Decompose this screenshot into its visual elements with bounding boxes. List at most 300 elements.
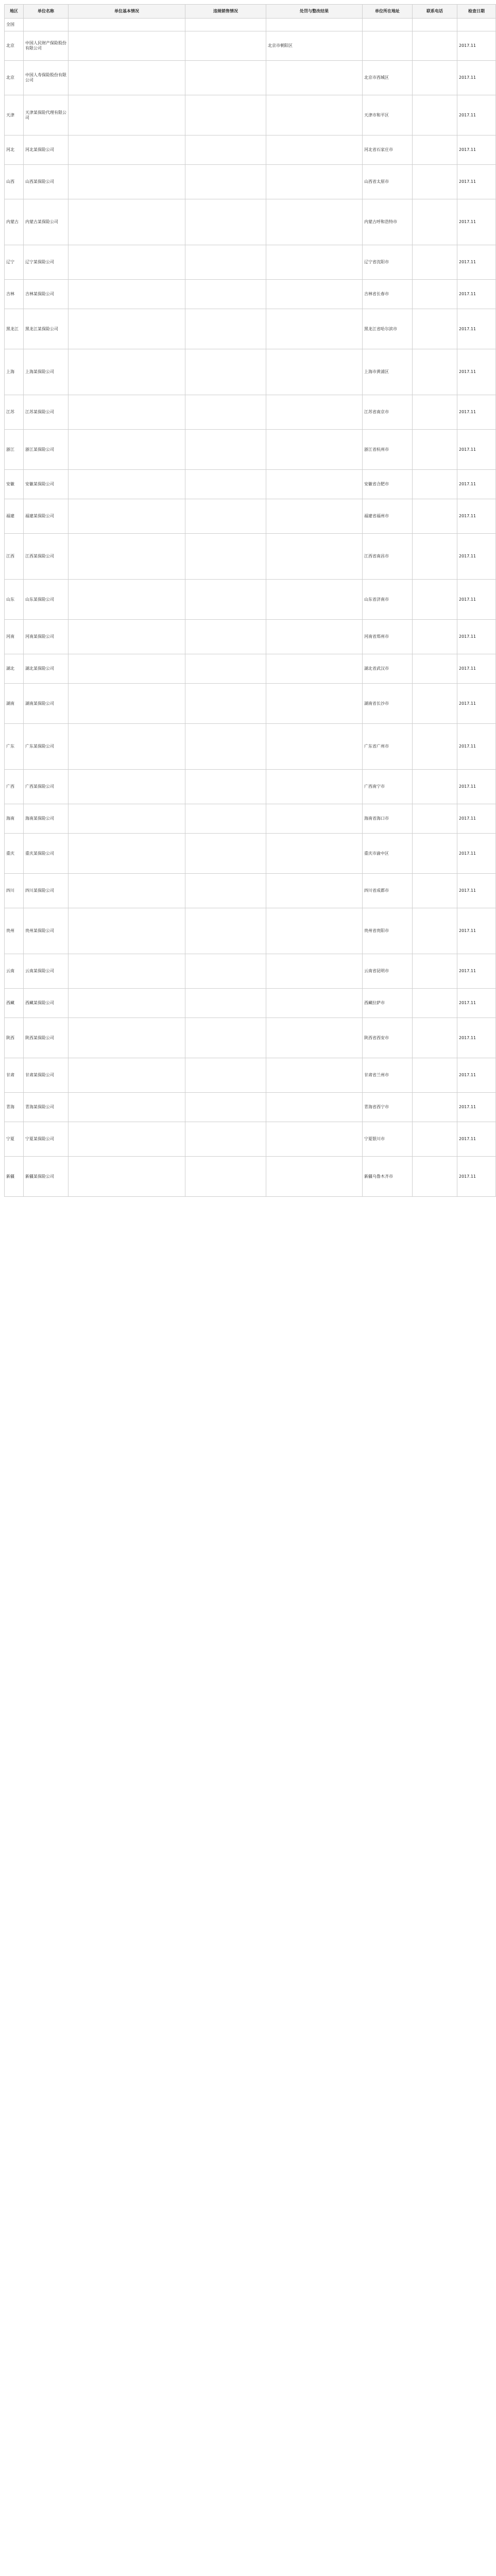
column-header: 联系电话 [413, 5, 457, 19]
table-cell [69, 95, 185, 135]
table-cell [413, 31, 457, 61]
table-cell [185, 31, 266, 61]
table-cell [69, 245, 185, 280]
table-cell: 西藏某保险公司 [24, 989, 69, 1018]
table-cell [266, 135, 363, 165]
table-cell [185, 770, 266, 804]
table-cell [266, 580, 363, 620]
table-cell [69, 61, 185, 95]
table-row [5, 1093, 496, 1122]
table-cell: 2017.11 [457, 349, 496, 395]
table-cell [69, 770, 185, 804]
table-cell [69, 1122, 185, 1157]
table-cell [185, 165, 266, 199]
table-cell: 广东某保险公司 [24, 724, 69, 770]
table-cell: 广西 [5, 770, 24, 804]
table-cell: 天津市和平区 [363, 95, 413, 135]
table-cell: 吉林省长春市 [363, 280, 413, 309]
table-row [5, 1157, 496, 1197]
table-cell [185, 199, 266, 245]
table-cell [185, 309, 266, 349]
table-body [5, 19, 496, 1197]
table-cell: 贵州某保险公司 [24, 908, 69, 954]
table-cell [413, 989, 457, 1018]
table-cell: 2017.11 [457, 61, 496, 95]
table-cell: 2017.11 [457, 309, 496, 349]
table-cell: 陕西省西安市 [363, 1018, 413, 1058]
table-cell: 2017.11 [457, 1018, 496, 1058]
table-cell: 山东某保险公司 [24, 580, 69, 620]
table-row [5, 395, 496, 430]
table-cell: 2017.11 [457, 199, 496, 245]
table-cell [413, 280, 457, 309]
table-cell [185, 395, 266, 430]
table-cell [266, 165, 363, 199]
table-cell: 重庆某保险公司 [24, 834, 69, 874]
table-cell: 河北某保险公司 [24, 135, 69, 165]
table-cell: 四川省成都市 [363, 874, 413, 908]
table-cell [185, 534, 266, 580]
table-cell: 上海 [5, 349, 24, 395]
table-cell [69, 804, 185, 834]
table-row [5, 989, 496, 1018]
table-row [5, 620, 496, 654]
table-cell [413, 395, 457, 430]
table-row [5, 724, 496, 770]
table-cell [266, 430, 363, 470]
table-cell: 2017.11 [457, 580, 496, 620]
table-cell: 2017.11 [457, 280, 496, 309]
table-cell [413, 1157, 457, 1197]
table-cell [413, 1058, 457, 1093]
table-row [5, 834, 496, 874]
table-cell [69, 684, 185, 724]
table-row [5, 165, 496, 199]
table-cell [266, 199, 363, 245]
table-cell: 吉林某保险公司 [24, 280, 69, 309]
table-cell: 辽宁某保险公司 [24, 245, 69, 280]
table-cell [413, 534, 457, 580]
table-cell: 湖北省武汉市 [363, 654, 413, 684]
table-cell: 海南 [5, 804, 24, 834]
table-row [5, 1122, 496, 1157]
table-cell [69, 954, 185, 989]
table-cell: 2017.11 [457, 470, 496, 499]
table-cell: 2017.11 [457, 1058, 496, 1093]
table-cell [266, 1058, 363, 1093]
table-cell: 内蒙古呼和浩特市 [363, 199, 413, 245]
table-row [5, 499, 496, 534]
table-cell: 新疆乌鲁木齐市 [363, 1157, 413, 1197]
table-row [5, 954, 496, 989]
table-cell: 山西 [5, 165, 24, 199]
table-cell [185, 874, 266, 908]
table-cell [266, 349, 363, 395]
table-cell: 江西某保险公司 [24, 534, 69, 580]
table-row [5, 908, 496, 954]
table-cell: 2017.11 [457, 874, 496, 908]
table-row [5, 470, 496, 499]
table-cell: 河南某保险公司 [24, 620, 69, 654]
table-cell: 青海省西宁市 [363, 1093, 413, 1122]
table-cell: 安徽省合肥市 [363, 470, 413, 499]
column-header: 地区 [5, 5, 24, 19]
table-cell: 山东省济南市 [363, 580, 413, 620]
table-cell: 2017.11 [457, 95, 496, 135]
table-row [5, 349, 496, 395]
column-header: 处罚与整改结果 [266, 5, 363, 19]
table-cell [413, 349, 457, 395]
table-cell: 2017.11 [457, 654, 496, 684]
table-cell: 天津 [5, 95, 24, 135]
table-cell [185, 349, 266, 395]
table-cell [69, 31, 185, 61]
column-header: 单位名称 [24, 5, 69, 19]
table-cell [266, 19, 363, 31]
table-cell: 福建省福州市 [363, 499, 413, 534]
table-cell [266, 95, 363, 135]
table-cell [69, 834, 185, 874]
table-cell [413, 1122, 457, 1157]
table-cell [185, 1058, 266, 1093]
table-cell: 广西南宁市 [363, 770, 413, 804]
table-cell: 上海某保险公司 [24, 349, 69, 395]
table-cell: 辽宁省沈阳市 [363, 245, 413, 280]
table-cell [413, 804, 457, 834]
table-cell: 甘肃某保险公司 [24, 1058, 69, 1093]
table-cell [185, 580, 266, 620]
table-cell: 2017.11 [457, 31, 496, 61]
table-cell [413, 499, 457, 534]
table-cell: 山西某保险公司 [24, 165, 69, 199]
table-cell: 甘肃省兰州市 [363, 1058, 413, 1093]
table-cell: 甘肃 [5, 1058, 24, 1093]
column-header: 单位所在地址 [363, 5, 413, 19]
table-cell [185, 95, 266, 135]
table-cell: 北京 [5, 61, 24, 95]
table-cell: 2017.11 [457, 620, 496, 654]
table-row [5, 61, 496, 95]
table-cell: 河南省郑州市 [363, 620, 413, 654]
table-row [5, 309, 496, 349]
table-cell [413, 61, 457, 95]
table-cell [69, 199, 185, 245]
table-cell: 江西省南昌市 [363, 534, 413, 580]
table-cell [413, 199, 457, 245]
table-cell: 浙江某保险公司 [24, 430, 69, 470]
table-row [5, 1058, 496, 1093]
table-cell [266, 684, 363, 724]
table-cell: 北京 [5, 31, 24, 61]
table-cell: 上海市黄浦区 [363, 349, 413, 395]
table-cell [266, 989, 363, 1018]
table-row [5, 684, 496, 724]
table-cell: 广西某保险公司 [24, 770, 69, 804]
table-cell: 陕西某保险公司 [24, 1018, 69, 1058]
table-cell: 2017.11 [457, 1157, 496, 1197]
table-cell [266, 1157, 363, 1197]
table-cell [69, 470, 185, 499]
table-cell [69, 724, 185, 770]
table-cell [185, 620, 266, 654]
table-row [5, 534, 496, 580]
table-cell [69, 580, 185, 620]
table-cell: 黑龙江某保险公司 [24, 309, 69, 349]
table-cell: 浙江 [5, 430, 24, 470]
table-cell [266, 395, 363, 430]
table-cell [185, 804, 266, 834]
table-cell [69, 1157, 185, 1197]
table-cell [413, 954, 457, 989]
table-cell [413, 430, 457, 470]
table-cell: 内蒙古某保险公司 [24, 199, 69, 245]
table-cell [266, 908, 363, 954]
table-cell: 云南省昆明市 [363, 954, 413, 989]
table-cell: 江苏 [5, 395, 24, 430]
table-cell: 2017.11 [457, 770, 496, 804]
table-cell: 湖北 [5, 654, 24, 684]
table-cell: 河北 [5, 135, 24, 165]
table-cell [185, 989, 266, 1018]
table-cell [185, 724, 266, 770]
table-cell [69, 165, 185, 199]
table-cell [266, 1018, 363, 1058]
table-row [5, 19, 496, 31]
table-cell: 湖南省长沙市 [363, 684, 413, 724]
table-cell [69, 19, 185, 31]
table-cell: 江苏某保险公司 [24, 395, 69, 430]
table-cell [185, 834, 266, 874]
table-cell [266, 245, 363, 280]
table-cell [266, 954, 363, 989]
table-cell [363, 19, 413, 31]
table-cell [185, 954, 266, 989]
table-cell: 河南 [5, 620, 24, 654]
table-cell: 中国人寿保险股份有限公司 [24, 61, 69, 95]
notice-table [4, 4, 496, 1197]
table-cell [24, 19, 69, 31]
table-cell [266, 874, 363, 908]
table-cell [413, 470, 457, 499]
table-cell: 四川 [5, 874, 24, 908]
table-cell [185, 684, 266, 724]
column-header: 违规销售情况 [185, 5, 266, 19]
table-cell: 2017.11 [457, 245, 496, 280]
table-cell [413, 19, 457, 31]
table-cell [413, 245, 457, 280]
table-cell: 辽宁 [5, 245, 24, 280]
table-cell: 2017.11 [457, 430, 496, 470]
table-cell [413, 684, 457, 724]
table-cell [413, 135, 457, 165]
table-cell [363, 31, 413, 61]
table-cell: 2017.11 [457, 165, 496, 199]
table-cell: 海南省海口市 [363, 804, 413, 834]
table-cell [266, 61, 363, 95]
table-cell: 湖南 [5, 684, 24, 724]
table-cell [69, 620, 185, 654]
table-row [5, 95, 496, 135]
table-cell: 新疆某保险公司 [24, 1157, 69, 1197]
table-cell: 2017.11 [457, 395, 496, 430]
table-cell [413, 1018, 457, 1058]
table-cell [69, 1093, 185, 1122]
table-cell [266, 499, 363, 534]
table-row [5, 135, 496, 165]
table-cell [413, 95, 457, 135]
table-cell [413, 165, 457, 199]
table-cell: 内蒙古 [5, 199, 24, 245]
table-cell [266, 1093, 363, 1122]
table-cell: 陕西 [5, 1018, 24, 1058]
table-cell: 2017.11 [457, 908, 496, 954]
table-cell: 青海某保险公司 [24, 1093, 69, 1122]
table-cell: 贵州 [5, 908, 24, 954]
table-row [5, 280, 496, 309]
table-cell [185, 1093, 266, 1122]
table-cell: 天津某保险代理有限公司 [24, 95, 69, 135]
table-cell [266, 534, 363, 580]
table-cell: 河北省石家庄市 [363, 135, 413, 165]
table-cell: 山西省太原市 [363, 165, 413, 199]
table-cell [185, 1157, 266, 1197]
table-cell: 黑龙江 [5, 309, 24, 349]
table-cell: 2017.11 [457, 724, 496, 770]
table-cell [266, 804, 363, 834]
table-cell: 新疆 [5, 1157, 24, 1197]
table-cell [69, 430, 185, 470]
table-row [5, 430, 496, 470]
table-cell [69, 395, 185, 430]
table-cell [457, 19, 496, 31]
table-cell [69, 349, 185, 395]
table-cell [185, 245, 266, 280]
table-cell [266, 834, 363, 874]
table-cell: 四川某保险公司 [24, 874, 69, 908]
table-cell [413, 908, 457, 954]
table-cell: 2017.11 [457, 1093, 496, 1122]
table-cell: 黑龙江省哈尔滨市 [363, 309, 413, 349]
table-cell: 云南某保险公司 [24, 954, 69, 989]
table-cell: 2017.11 [457, 989, 496, 1018]
table-cell: 浙江省杭州市 [363, 430, 413, 470]
table-cell: 海南某保险公司 [24, 804, 69, 834]
table-cell [185, 280, 266, 309]
table-cell [413, 309, 457, 349]
table-cell [69, 1058, 185, 1093]
table-cell [413, 620, 457, 654]
table-cell [185, 135, 266, 165]
table-cell [69, 280, 185, 309]
table-cell [413, 580, 457, 620]
table-cell [266, 1122, 363, 1157]
table-cell: 2017.11 [457, 1122, 496, 1157]
table-cell: 中国人民财产保险股份有限公司 [24, 31, 69, 61]
column-header: 检查日期 [457, 5, 496, 19]
table-cell: 西藏拉萨市 [363, 989, 413, 1018]
table-cell: 江西 [5, 534, 24, 580]
table-cell: 湖北某保险公司 [24, 654, 69, 684]
table-cell: 安徽某保险公司 [24, 470, 69, 499]
table-cell: 重庆 [5, 834, 24, 874]
table-cell [266, 654, 363, 684]
table-cell [69, 1018, 185, 1058]
table-cell: 广东省广州市 [363, 724, 413, 770]
table-cell [413, 770, 457, 804]
table-cell: 青海 [5, 1093, 24, 1122]
table-cell [266, 309, 363, 349]
table-row [5, 874, 496, 908]
table-cell [69, 309, 185, 349]
table-cell [185, 61, 266, 95]
table-row [5, 31, 496, 61]
table-row [5, 1018, 496, 1058]
table-cell [185, 470, 266, 499]
table-cell [266, 470, 363, 499]
table-cell: 2017.11 [457, 834, 496, 874]
table-cell [69, 654, 185, 684]
table-cell [185, 908, 266, 954]
table-cell [413, 654, 457, 684]
table-row [5, 654, 496, 684]
table-cell: 全国 [5, 19, 24, 31]
table-cell [413, 1093, 457, 1122]
table-cell: 福建某保险公司 [24, 499, 69, 534]
table-cell: 安徽 [5, 470, 24, 499]
table-cell [185, 430, 266, 470]
table-row [5, 580, 496, 620]
table-cell [69, 534, 185, 580]
table-cell: 福建 [5, 499, 24, 534]
table-cell: 西藏 [5, 989, 24, 1018]
table-row [5, 770, 496, 804]
table-cell: 广东 [5, 724, 24, 770]
table-cell [266, 280, 363, 309]
table-cell: 贵州省贵阳市 [363, 908, 413, 954]
table-cell [185, 1122, 266, 1157]
table-cell: 江苏省南京市 [363, 395, 413, 430]
table-cell [69, 499, 185, 534]
table-cell: 云南 [5, 954, 24, 989]
table-cell: 北京市朝阳区 [266, 31, 363, 61]
table-cell [185, 499, 266, 534]
table-cell: 宁夏银川市 [363, 1122, 413, 1157]
table-cell: 2017.11 [457, 804, 496, 834]
table-cell: 宁夏某保险公司 [24, 1122, 69, 1157]
table-row [5, 804, 496, 834]
table-cell: 吉林 [5, 280, 24, 309]
table-cell [69, 989, 185, 1018]
table-cell: 湖南某保险公司 [24, 684, 69, 724]
table-cell [69, 874, 185, 908]
table-cell: 北京市西城区 [363, 61, 413, 95]
table-cell: 2017.11 [457, 135, 496, 165]
table-cell [266, 724, 363, 770]
table-cell: 宁夏 [5, 1122, 24, 1157]
table-cell: 2017.11 [457, 534, 496, 580]
table-cell: 山东 [5, 580, 24, 620]
table-cell: 2017.11 [457, 499, 496, 534]
table-cell: 重庆市渝中区 [363, 834, 413, 874]
table-cell [413, 874, 457, 908]
table-cell [413, 724, 457, 770]
table-cell: 2017.11 [457, 954, 496, 989]
table-header-row [5, 5, 496, 19]
table-cell [69, 908, 185, 954]
table-row [5, 199, 496, 245]
table-cell [185, 19, 266, 31]
column-header: 单位基本情况 [69, 5, 185, 19]
